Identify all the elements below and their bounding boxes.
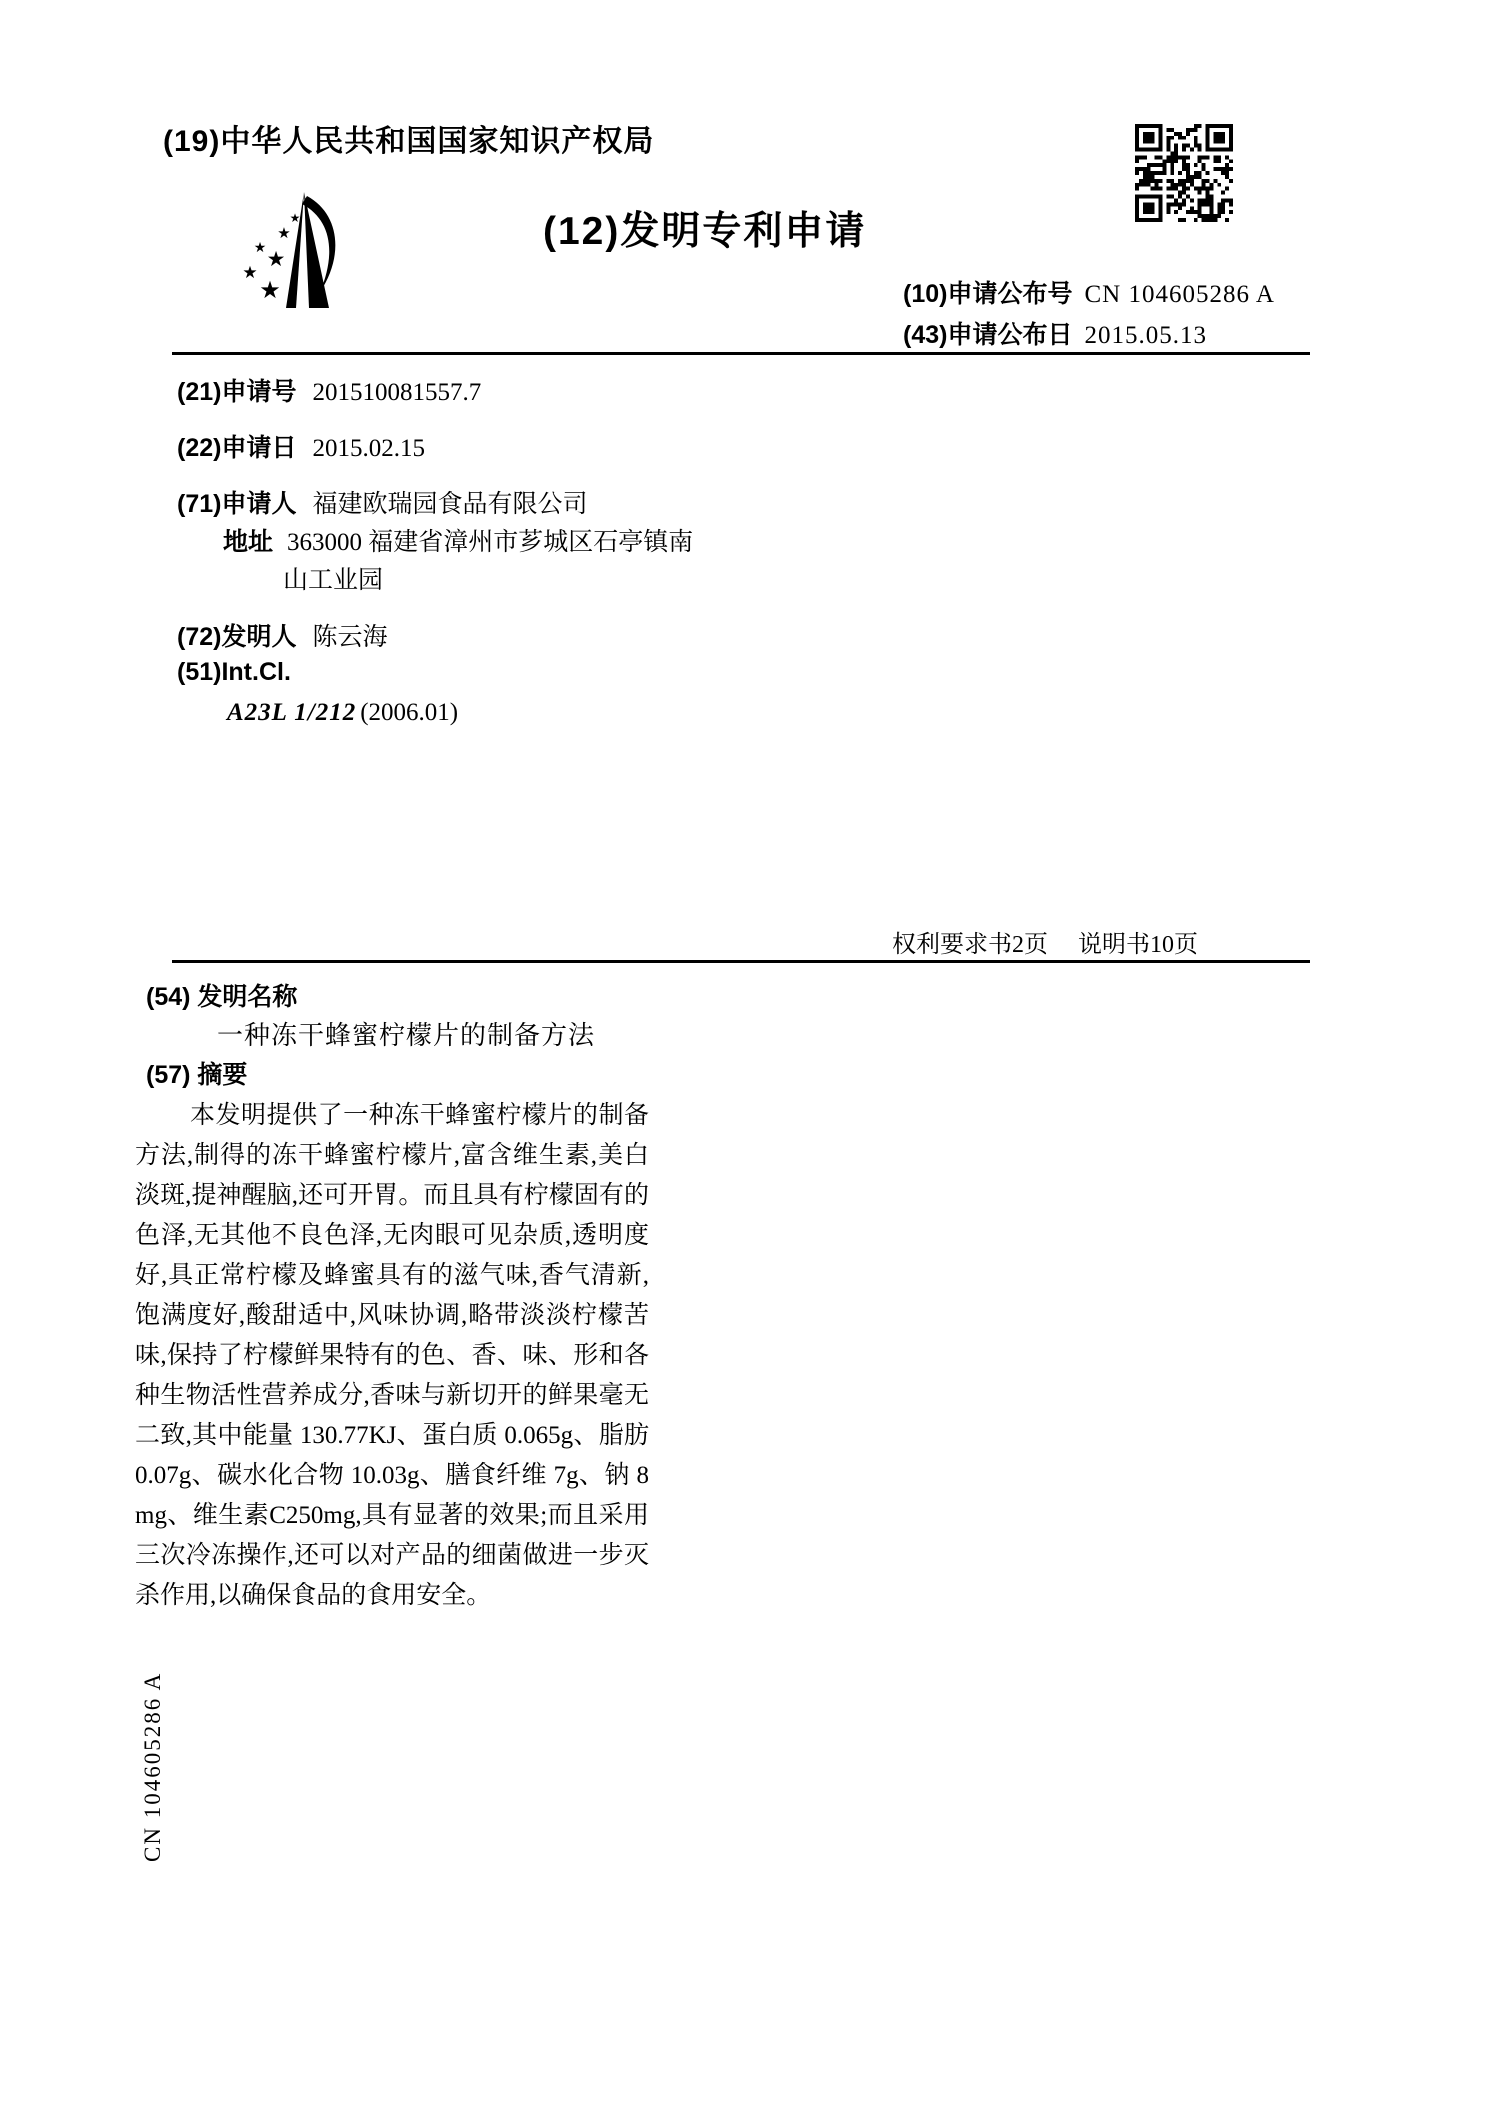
abstract-text: 本发明提供了一种冻干蜂蜜柠檬片的制备方法,制得的冻干蜂蜜柠檬片,富含维生素,美白淡斑,提神醒脑,还可开胃。而且具有柠檬固有的色泽,无其他不良色泽,无肉眼可见杂质,透明度好,具正常柠檬及蜂蜜具有的滋气味,香气清新,饱满度好,酸甜适中,风味协调,略带淡淡柠檬苦味,保持了柠檬鲜果特有的色、香、味、形和各种生物活性营养成分,香味与新切开的鲜果毫无二致,其中能量 130.77KJ、蛋白质 0.065g、脂肪 0.07g、碳水化合物 10.03g、膳食纤维 7g、钠 8mg、维生素C250mg,具有显著的效果;而且采用三次冷冻操作,还可以对产品的细菌做进一步灭杀作用,以确保食品的食用安全。 (135, 1102, 649, 1609)
description-pages: 说明书10页 (1078, 932, 1198, 958)
application-date-label: (22)申请日 (177, 434, 297, 462)
ipc-classification-row (227, 699, 458, 727)
address-value-line2: 山工业园 (283, 567, 384, 594)
intcl-label: (51)Int.Cl. (177, 658, 291, 686)
intcl-row (177, 658, 291, 687)
application-number-value: 201510081557.7 (312, 379, 482, 406)
applicant-label: (71)申请人 (177, 490, 297, 518)
claims-pages: 权利要求书2页 (892, 932, 1048, 958)
logo-star: ★ (266, 247, 286, 271)
body-divider-rule (172, 960, 1310, 963)
address-value-line1: 363000 福建省漳州市芗城区石亭镇南 (287, 529, 694, 556)
publication-date-row (903, 315, 1207, 351)
vertical-publication-number: CN 104605286 A (140, 1671, 165, 1862)
address-label: 地址 (223, 528, 274, 556)
patent-office-line: (19)中华人民共和国国家知识产权局 (163, 125, 655, 158)
pages-info (892, 924, 1198, 959)
sipo-logo (232, 186, 344, 310)
invention-title-label: (54) 发明名称 (146, 983, 298, 1011)
qr-code (1135, 124, 1233, 222)
publication-number-label: (10)申请公布号 (903, 280, 1073, 308)
logo-star: ★ (253, 240, 267, 256)
publication-number-value: CN 104605286 A (1084, 281, 1275, 308)
publication-date-value: 2015.05.13 (1084, 322, 1207, 349)
ipc-version: (2006.01) (360, 699, 459, 726)
abstract-label: (57) 摘要 (146, 1061, 248, 1089)
publication-date-label: (43)申请公布日 (903, 321, 1073, 349)
address-row (223, 522, 693, 558)
applicant-row (177, 484, 587, 520)
application-number-row (177, 372, 481, 408)
application-date-value: 2015.02.15 (312, 435, 425, 462)
logo-star: ★ (242, 263, 258, 283)
header-divider-rule (172, 352, 1310, 355)
ipc-code: A23L 1/212 (227, 699, 357, 726)
invention-title: 一种冻干蜂蜜柠檬片的制备方法 (217, 1021, 596, 1050)
inventor-row (177, 617, 387, 653)
inventor-value: 陈云海 (312, 624, 388, 651)
applicant-value: 福建欧瑞园食品有限公司 (312, 491, 588, 518)
publication-number-row (903, 274, 1275, 310)
logo-blade-left-leg (286, 192, 304, 308)
doc-type-title: (12)发明专利申请 (543, 210, 867, 253)
logo-star: ★ (259, 276, 281, 304)
logo-star: ★ (277, 224, 291, 242)
inventor-label: (72)发明人 (177, 623, 297, 651)
application-date-row (177, 428, 425, 464)
logo-star: ★ (289, 211, 301, 225)
application-number-label: (21)申请号 (177, 378, 297, 406)
